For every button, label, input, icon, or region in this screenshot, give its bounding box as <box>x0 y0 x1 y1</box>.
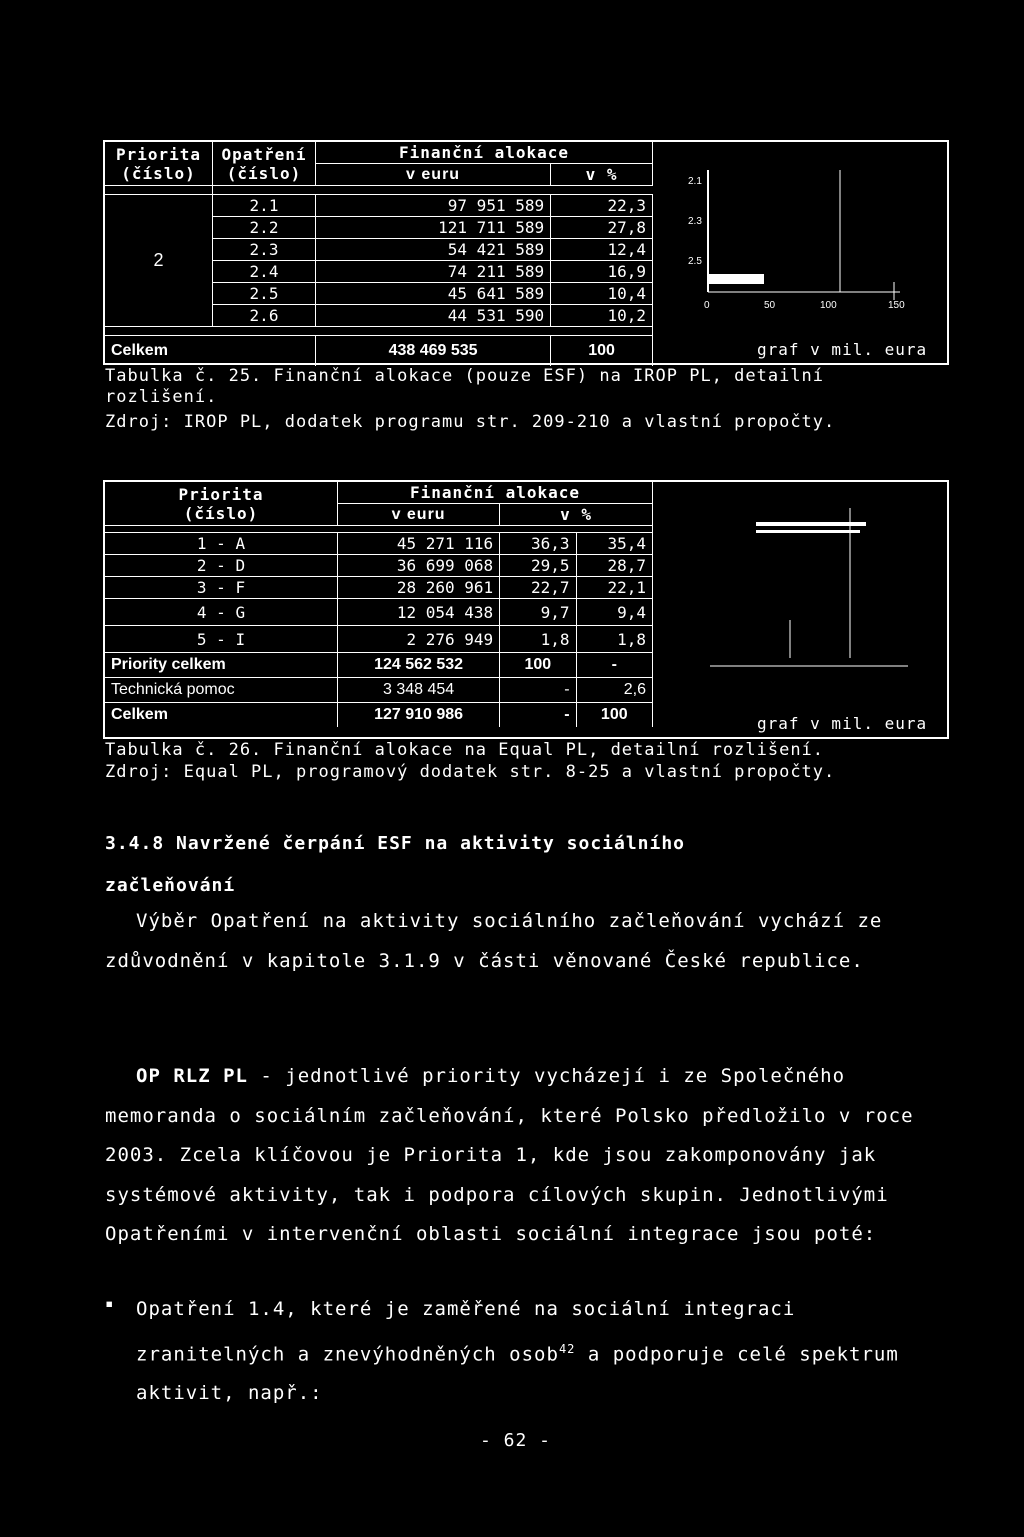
section-heading-line1: 3.4.8 Navržené čerpání ESF na aktivity sociálního <box>105 833 686 854</box>
table25-pct: 10,2 <box>551 305 653 327</box>
table25-priority-value: 2 <box>105 195 213 327</box>
table-row <box>105 626 653 653</box>
table25-measure: 2.1 <box>213 195 316 217</box>
table26-eur: 12 054 438 <box>338 599 500 626</box>
table25-pct: 12,4 <box>551 239 653 261</box>
table25-caption: Tabulka č. 25. Finanční alokace (pouze ESF) na IROP PL, detailní rozlišení. <box>105 366 825 407</box>
table25-total-eur: 438 469 535 <box>316 336 551 367</box>
table25-header-priority-sub: (číslo) <box>121 163 196 183</box>
table26-total-row <box>105 703 653 728</box>
table26-header-eur: v euru <box>338 504 500 526</box>
table26-tech-eur: 3 348 454 <box>338 678 500 703</box>
table26-priority: 1 - A <box>105 533 338 555</box>
table26-pct2: 22,1 <box>576 577 652 599</box>
table26-pct2: 1,8 <box>576 626 652 653</box>
table26-header-allocation: Finanční alokace <box>338 482 653 504</box>
bullet-text-b: a podporuje celé spektrum aktivit, např.: <box>136 1342 899 1405</box>
table25-pct: 10,4 <box>551 283 653 305</box>
graph25-xlabel: 100 <box>820 300 837 311</box>
paragraph-2-bold: OP RLZ PL <box>136 1065 248 1087</box>
table26-subtotal-eur: 124 562 532 <box>338 653 500 678</box>
table25-total-row <box>105 336 653 367</box>
table25-eur: 121 711 589 <box>316 217 551 239</box>
bullet-text-a: Opatření 1.4, které je zaměřené na sociální integraci zranitelných a znevýhodněných osob <box>136 1298 796 1365</box>
table25-total-label: Celkem <box>105 336 316 367</box>
table26-pct2: 35,4 <box>576 533 652 555</box>
table26-tech-pct1: - <box>500 678 576 703</box>
table26-priority: 4 - G <box>105 599 338 626</box>
table25-pct: 22,3 <box>551 195 653 217</box>
table25-measure: 2.6 <box>213 305 316 327</box>
table26-priority: 5 - I <box>105 626 338 653</box>
table26-pct1: 36,3 <box>500 533 576 555</box>
table26-pct2: 28,7 <box>576 555 652 577</box>
table25-eur: 44 531 590 <box>316 305 551 327</box>
table25-header-pct: v % <box>551 164 653 186</box>
table25-measure: 2.4 <box>213 261 316 283</box>
graph25-xlabel: 0 <box>704 300 710 311</box>
table26-total-pct1: - <box>500 703 576 728</box>
table26-tech-row <box>105 678 653 703</box>
table25-header-eur: v euru <box>316 164 551 186</box>
table26-graph-unit: graf v mil. eura <box>757 714 928 733</box>
table25-header-priority: Priorita <box>115 144 202 164</box>
table26-subtotal-pct1: 100 <box>500 653 576 678</box>
table25-total-pct: 100 <box>551 336 653 367</box>
table26-header-priority-sub: (číslo) <box>183 503 259 523</box>
table26-pct2: 9,4 <box>576 599 652 626</box>
table26-pct1: 29,5 <box>500 555 576 577</box>
table26-eur: 2 276 949 <box>338 626 500 653</box>
table-row <box>105 533 653 555</box>
table26-subtotal-label: Priority celkem <box>105 653 338 678</box>
table26-total-label: Celkem <box>105 703 338 728</box>
graph25-xlabel: 50 <box>764 300 776 311</box>
table25-eur: 45 641 589 <box>316 283 551 305</box>
table25-header-allocation: Finanční alokace <box>316 142 653 164</box>
table25-eur: 54 421 589 <box>316 239 551 261</box>
table-row <box>105 577 653 599</box>
table26-bar-graph <box>690 500 930 700</box>
table26-header-priority: Priorita <box>178 484 264 504</box>
graph25-ylabel: 2.5 <box>688 256 702 267</box>
table25-eur: 74 211 589 <box>316 261 551 283</box>
table25-eur: 97 951 589 <box>316 195 551 217</box>
table-row <box>105 555 653 577</box>
table25-measure: 2.5 <box>213 283 316 305</box>
bullet-item <box>136 1290 936 1414</box>
table26-eur: 45 271 116 <box>338 533 500 555</box>
table25-source: Zdroj: IROP PL, dodatek programu str. 209-210 a vlastní propočty. <box>105 412 836 432</box>
table26-pct1: 22,7 <box>500 577 576 599</box>
section-heading-line2: začleňování <box>105 875 236 896</box>
table26-header-pct: v % <box>500 504 653 526</box>
table25-measure: 2.3 <box>213 239 316 261</box>
paragraph-1-text: Výběr Opatření na aktivity sociálního začleňování vychází ze zdůvodnění v kapitole 3.1.9 v části věnované České republice. <box>105 910 883 972</box>
table26-eur: 36 699 068 <box>338 555 500 577</box>
table25-header-measure: Opatření <box>221 144 307 164</box>
table26-total-eur: 127 910 986 <box>338 703 500 728</box>
paragraph-1 <box>105 902 935 981</box>
table26-source: Zdroj: Equal PL, programový dodatek str. 8-25 a vlastní propočty. <box>105 762 836 782</box>
paragraph-2-text: - jednotlivé priority vycházejí i ze Společného memoranda o sociálním začleňování, které Polsko předložilo v roce 2003. Zcela klíčovou je Priorita 1, kde jsou zakomponovány jak systémové aktivity, tak i podpora cílových skupin. Jednotlivými Opatřeními v intervenční oblasti sociální integrace jsou poté: <box>105 1065 914 1245</box>
table25 <box>105 142 653 366</box>
table25-pct: 27,8 <box>551 217 653 239</box>
table26 <box>105 482 653 727</box>
table25-bar-graph <box>680 160 920 360</box>
graph25-xlabel: 150 <box>888 300 905 311</box>
table-row <box>105 599 653 626</box>
table26-priority: 2 - D <box>105 555 338 577</box>
graph25-ylabel: 2.3 <box>688 216 702 227</box>
footnote-ref: 42 <box>558 1341 576 1356</box>
table26-priority: 3 - F <box>105 577 338 599</box>
table25-pct: 16,9 <box>551 261 653 283</box>
table26-tech-pct2: 2,6 <box>576 678 652 703</box>
table26-tech-label: Technická pomoc <box>105 678 338 703</box>
table25-header-measure-sub: (číslo) <box>226 163 302 183</box>
page-number: - 62 - <box>480 1430 552 1451</box>
table26-pct1: 1,8 <box>500 626 576 653</box>
bullet-symbol: ▪ <box>105 1296 114 1312</box>
table26-eur: 28 260 961 <box>338 577 500 599</box>
table25-measure: 2.2 <box>213 217 316 239</box>
graph25-ylabel: 2.1 <box>688 176 702 187</box>
table26-pct1: 9,7 <box>500 599 576 626</box>
table26-total-pct2: 100 <box>576 703 652 728</box>
table-row <box>105 195 653 217</box>
table25-graph-unit: graf v mil. eura <box>757 340 928 359</box>
table26-caption: Tabulka č. 26. Finanční alokace na Equal PL, detailní rozlišení. <box>105 740 825 760</box>
table26-subtotal-pct2: - <box>576 653 652 678</box>
paragraph-2 <box>105 1057 935 1255</box>
table26-subtotal-row <box>105 653 653 678</box>
